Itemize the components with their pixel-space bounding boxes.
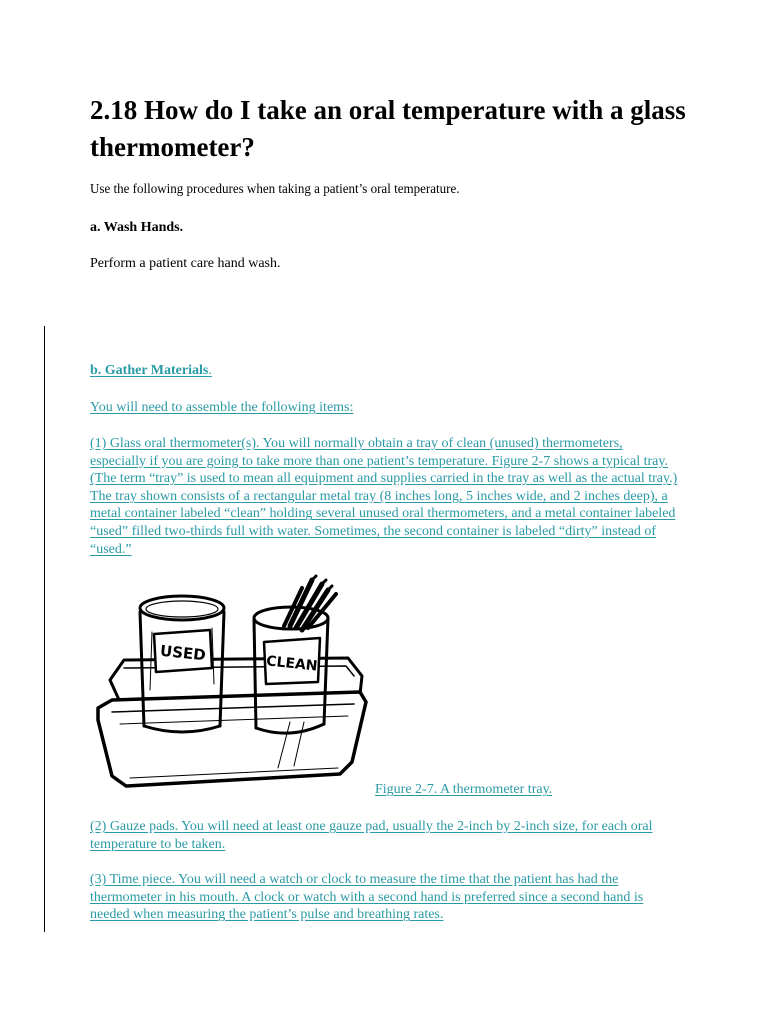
clean-container-label: CLEAN — [265, 653, 319, 675]
list-item-gauze-pads: (2) Gauze pads. You will need at least one gauze pad, usually the 2-inch by 2-inch size, for each oral temperature to be taken. — [90, 819, 653, 852]
used-container-label: USED — [159, 641, 207, 665]
step-b-period: . — [208, 363, 212, 378]
step-b-label: b. Gather Materials — [90, 363, 209, 378]
step-a-heading: a. Wash Hands. — [90, 220, 184, 235]
revision-change-bar — [44, 326, 45, 932]
figure-caption: Figure 2-7. A thermometer tray. — [375, 782, 553, 797]
step-a-text: Perform a patient care hand wash. — [90, 256, 281, 271]
step-b-intro: You will need to assemble the following items: — [90, 400, 354, 415]
step-b-heading — [90, 362, 212, 380]
list-item-thermometers: (1) Glass oral thermometer(s). You will normally obtain a tray of clean (unused) thermometers, especially if you are going to take more than one patient’s temperature. Figure 2-7 shows a typical tray. (The term “tray” is used to mean all equipment and supplies carried in the tray as well as the actual tray.) The tray shown consists of a rectangular metal tray (8 inches long, 5 inches wide, and 2 inches deep), a metal container labeled “clean” holding several unused oral thermometers, and a metal container labeled “used” filled two-thirds full with water. Sometimes, the second container is labeled “dirty” instead of “used.” — [90, 436, 678, 557]
page-title: 2.18 How do I take an oral temperature with a glass thermometer? — [90, 95, 686, 162]
list-item-time-piece: (3) Time piece. You will need a watch or clock to measure the time that the patient has had the thermometer in his mouth. A clock or watch with a second hand is preferred since a second hand is needed when measuring the patient’s pulse and breathing rates. — [90, 872, 644, 923]
thermometer-tray-illustration — [90, 572, 372, 790]
intro-text: Use the following procedures when taking a patient’s oral temperature. — [90, 182, 460, 197]
